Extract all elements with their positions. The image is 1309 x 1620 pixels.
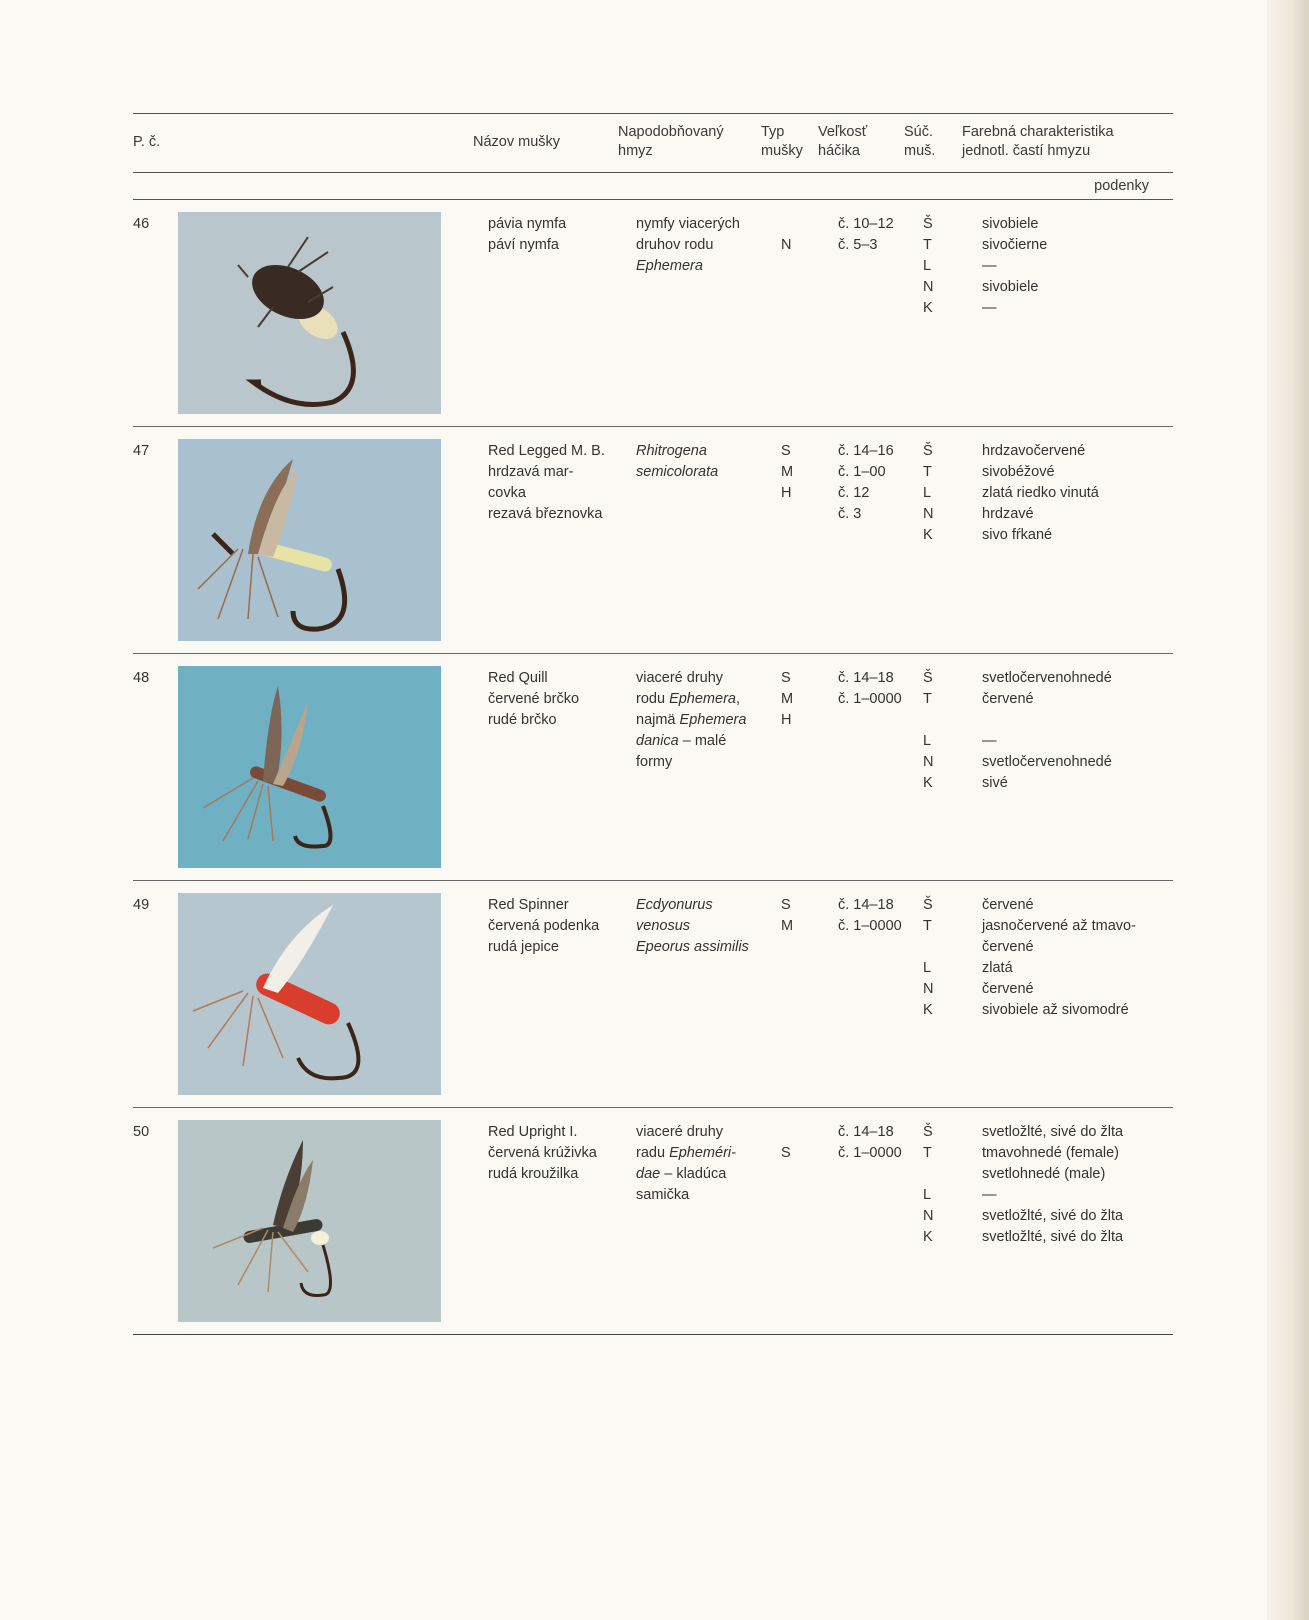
- imitated-insect: rodu Ephemera,: [636, 691, 740, 707]
- fly-part: N: [923, 506, 934, 522]
- part-color-cell: [982, 668, 1112, 794]
- imitated-insect-cell: [636, 895, 749, 958]
- fly-name: páví nymfa: [488, 237, 559, 253]
- fly-part: L: [923, 960, 932, 976]
- fly-photo: [178, 666, 441, 868]
- fly-name: Red Quill: [488, 670, 548, 686]
- fly-part: K: [923, 1002, 933, 1018]
- fly-part: Š: [923, 670, 933, 686]
- fly-type-cell: [781, 441, 793, 504]
- imitated-insect: viaceré druhy: [636, 670, 724, 686]
- hook-size: č. 14–18: [838, 670, 894, 686]
- fly-part: [923, 937, 937, 958]
- fly-name: rezavá březnovka: [488, 506, 603, 522]
- part-color: svetložlté, sivé do žlta: [982, 1124, 1124, 1140]
- part-color: [982, 710, 1112, 731]
- category-label: podenky: [133, 173, 1173, 200]
- hook-size-cell: [838, 668, 902, 710]
- header-insect: Napodobňovaný hmyz: [618, 124, 724, 159]
- part-color: svetlohnedé (male): [982, 1166, 1106, 1182]
- part-color-cell: [982, 895, 1136, 1021]
- part-color-cell: [982, 1122, 1123, 1248]
- imitated-insect: Ephemera: [636, 258, 703, 274]
- fly-part-cell: [923, 895, 937, 1021]
- fly-part: N: [923, 279, 934, 295]
- part-color: jasnočervené až tmavo-: [982, 918, 1136, 934]
- fly-part: T: [923, 1145, 932, 1161]
- fly-part: L: [923, 258, 932, 274]
- fly-part: N: [923, 754, 934, 770]
- fly-name: Red Spinner: [488, 897, 569, 913]
- part-color: sivobiele: [982, 279, 1039, 295]
- hook-size: č. 1–0000: [838, 691, 902, 707]
- hook-size: č. 5–3: [838, 237, 878, 253]
- part-color: zlatá riedko vinutá: [982, 485, 1099, 501]
- fly-part-cell: [923, 668, 937, 794]
- part-color: červené: [982, 897, 1034, 913]
- imitated-insect: druhov rodu: [636, 237, 714, 253]
- imitated-insect: Ecdyonurus: [636, 897, 713, 913]
- page-edge: [1267, 0, 1309, 1620]
- part-color: sivo fŕkané: [982, 527, 1053, 543]
- fly-part: Š: [923, 216, 933, 232]
- fly-type-cell: [781, 214, 791, 256]
- imitated-insect: danica – malé: [636, 733, 727, 749]
- fly-name: Red Legged M. B.: [488, 443, 605, 459]
- table-body: [133, 200, 1173, 1335]
- fly-part: T: [923, 691, 932, 707]
- fly-photo: [178, 893, 441, 1095]
- fly-part: T: [923, 464, 932, 480]
- part-color: svetločervenohnedé: [982, 670, 1112, 686]
- part-color-cell: [982, 441, 1099, 546]
- fly-name: červené brčko: [488, 691, 580, 707]
- table-row: [133, 1108, 1173, 1335]
- part-color-cell: [982, 214, 1047, 319]
- part-color: červené: [982, 981, 1034, 997]
- imitated-insect-cell: [636, 668, 746, 773]
- header-pc: P. č.: [133, 134, 161, 150]
- fly-part-cell: [923, 441, 937, 546]
- part-color: svetložlté, sivé do žlta: [982, 1229, 1124, 1245]
- imitated-insect: dae – kladúca: [636, 1166, 727, 1182]
- fly-part-cell: [923, 1122, 937, 1248]
- table-row: [133, 654, 1173, 881]
- fly-type: S: [781, 897, 791, 913]
- fly-photo: [178, 1120, 441, 1322]
- fly-part: L: [923, 1187, 932, 1203]
- row-number: 48: [133, 670, 150, 686]
- header-part: Súč. muš.: [904, 124, 936, 159]
- fly-type-cell: [781, 895, 793, 937]
- table-header: [133, 113, 1173, 173]
- fly-name: červená krúživka: [488, 1145, 597, 1161]
- hook-size-cell: [838, 214, 894, 256]
- part-color: —: [982, 1187, 997, 1203]
- hook-size-cell: [838, 1122, 902, 1164]
- hook-size: č. 14–18: [838, 897, 894, 913]
- fly-part: K: [923, 1229, 933, 1245]
- row-number: 47: [133, 443, 150, 459]
- part-color: sivobéžové: [982, 464, 1055, 480]
- table-row: [133, 427, 1173, 654]
- hook-size: č. 3: [838, 506, 862, 522]
- part-color: sivobiele: [982, 216, 1039, 232]
- fly-type: N: [781, 237, 792, 253]
- part-color: —: [982, 733, 997, 749]
- imitated-insect-cell: [636, 1122, 736, 1206]
- fly-part: T: [923, 237, 932, 253]
- part-color: sivé: [982, 775, 1008, 791]
- header-type: Typ mušky: [761, 124, 803, 159]
- imitated-insect: venosus: [636, 918, 691, 934]
- imitated-insect: Rhitrogena: [636, 443, 707, 459]
- fly-name: rudá jepice: [488, 939, 559, 955]
- part-color: tmavohnedé (female): [982, 1145, 1120, 1161]
- part-color: —: [982, 258, 997, 274]
- table-row: [133, 881, 1173, 1108]
- row-number: 46: [133, 216, 150, 232]
- fly-type: M: [781, 691, 794, 707]
- fly-photo: [178, 212, 441, 414]
- fly-part: K: [923, 775, 933, 791]
- fly-name-cell: [488, 895, 599, 958]
- fly-name: Red Upright I.: [488, 1124, 578, 1140]
- hook-size: č. 1–0000: [838, 918, 902, 934]
- header-name: Názov mušky: [473, 134, 561, 150]
- imitated-insect-cell: [636, 214, 740, 277]
- imitated-insect: formy: [636, 754, 673, 770]
- fly-type: S: [781, 670, 791, 686]
- fly-name: rudá kroužilka: [488, 1166, 579, 1182]
- hook-size-cell: [838, 441, 894, 525]
- fly-type-cell: [781, 668, 793, 731]
- header-color: Farebná charakteristika jednotl. častí hmyzu: [962, 124, 1114, 159]
- fly-type: M: [781, 464, 794, 480]
- imitated-insect: radu Epheméri-: [636, 1145, 736, 1161]
- fly-part: Š: [923, 443, 933, 459]
- fly-photo: [178, 439, 441, 641]
- fly-part: N: [923, 981, 934, 997]
- fly-part: L: [923, 733, 932, 749]
- imitated-insect: najmä Ephemera: [636, 712, 747, 728]
- part-color: —: [982, 300, 997, 316]
- fly-part: L: [923, 485, 932, 501]
- hook-size: č. 1–00: [838, 464, 886, 480]
- part-color: hrdzavočervené: [982, 443, 1086, 459]
- fly-table: [133, 113, 1173, 1335]
- hook-size: č. 10–12: [838, 216, 894, 232]
- hook-size-cell: [838, 895, 902, 937]
- row-number: 50: [133, 1124, 150, 1140]
- fly-name-cell: [488, 441, 605, 525]
- header-hook: Veľkosť háčika: [818, 124, 868, 159]
- fly-name-cell: [488, 214, 566, 256]
- fly-part: [923, 710, 937, 731]
- fly-name: hrdzavá mar-: [488, 464, 574, 480]
- part-color: červené: [982, 691, 1034, 707]
- part-color: sivočierne: [982, 237, 1048, 253]
- part-color: svetločervenohnedé: [982, 754, 1112, 770]
- part-color: hrdzavé: [982, 506, 1034, 522]
- fly-part: [923, 1164, 937, 1185]
- fly-part: K: [923, 527, 933, 543]
- hook-size: č. 1–0000: [838, 1145, 902, 1161]
- fly-type: H: [781, 485, 792, 501]
- fly-type: [781, 1122, 791, 1143]
- imitated-insect: viaceré druhy: [636, 1124, 724, 1140]
- hook-size: č. 12: [838, 485, 870, 501]
- imitated-insect-cell: [636, 441, 718, 483]
- fly-part: N: [923, 1208, 934, 1224]
- part-color: sivobiele až sivomodré: [982, 1002, 1129, 1018]
- fly-name-cell: [488, 668, 579, 731]
- imitated-insect: semicolorata: [636, 464, 719, 480]
- fly-part: Š: [923, 1124, 933, 1140]
- fly-type: H: [781, 712, 792, 728]
- fly-part: T: [923, 918, 932, 934]
- fly-name: rudé brčko: [488, 712, 557, 728]
- imitated-insect: samička: [636, 1187, 690, 1203]
- fly-name: červená podenka: [488, 918, 600, 934]
- fly-part: Š: [923, 897, 933, 913]
- fly-part: K: [923, 300, 933, 316]
- part-color: zlatá: [982, 960, 1013, 976]
- hook-size: č. 14–18: [838, 1124, 894, 1140]
- fly-type: [781, 214, 791, 235]
- fly-type: M: [781, 918, 794, 934]
- hook-size: č. 14–16: [838, 443, 894, 459]
- fly-type: S: [781, 1145, 791, 1161]
- imitated-insect: nymfy viacerých: [636, 216, 740, 232]
- fly-name-cell: [488, 1122, 597, 1185]
- part-color: červené: [982, 939, 1034, 955]
- row-number: 49: [133, 897, 150, 913]
- fly-type-cell: [781, 1122, 791, 1164]
- table-row: [133, 200, 1173, 427]
- fly-part-cell: [923, 214, 937, 319]
- part-color: svetložlté, sivé do žlta: [982, 1208, 1124, 1224]
- fly-name: covka: [488, 485, 526, 501]
- fly-type: S: [781, 443, 791, 459]
- fly-name: pávia nymfa: [488, 216, 567, 232]
- imitated-insect: Epeorus assimilis: [636, 939, 749, 955]
